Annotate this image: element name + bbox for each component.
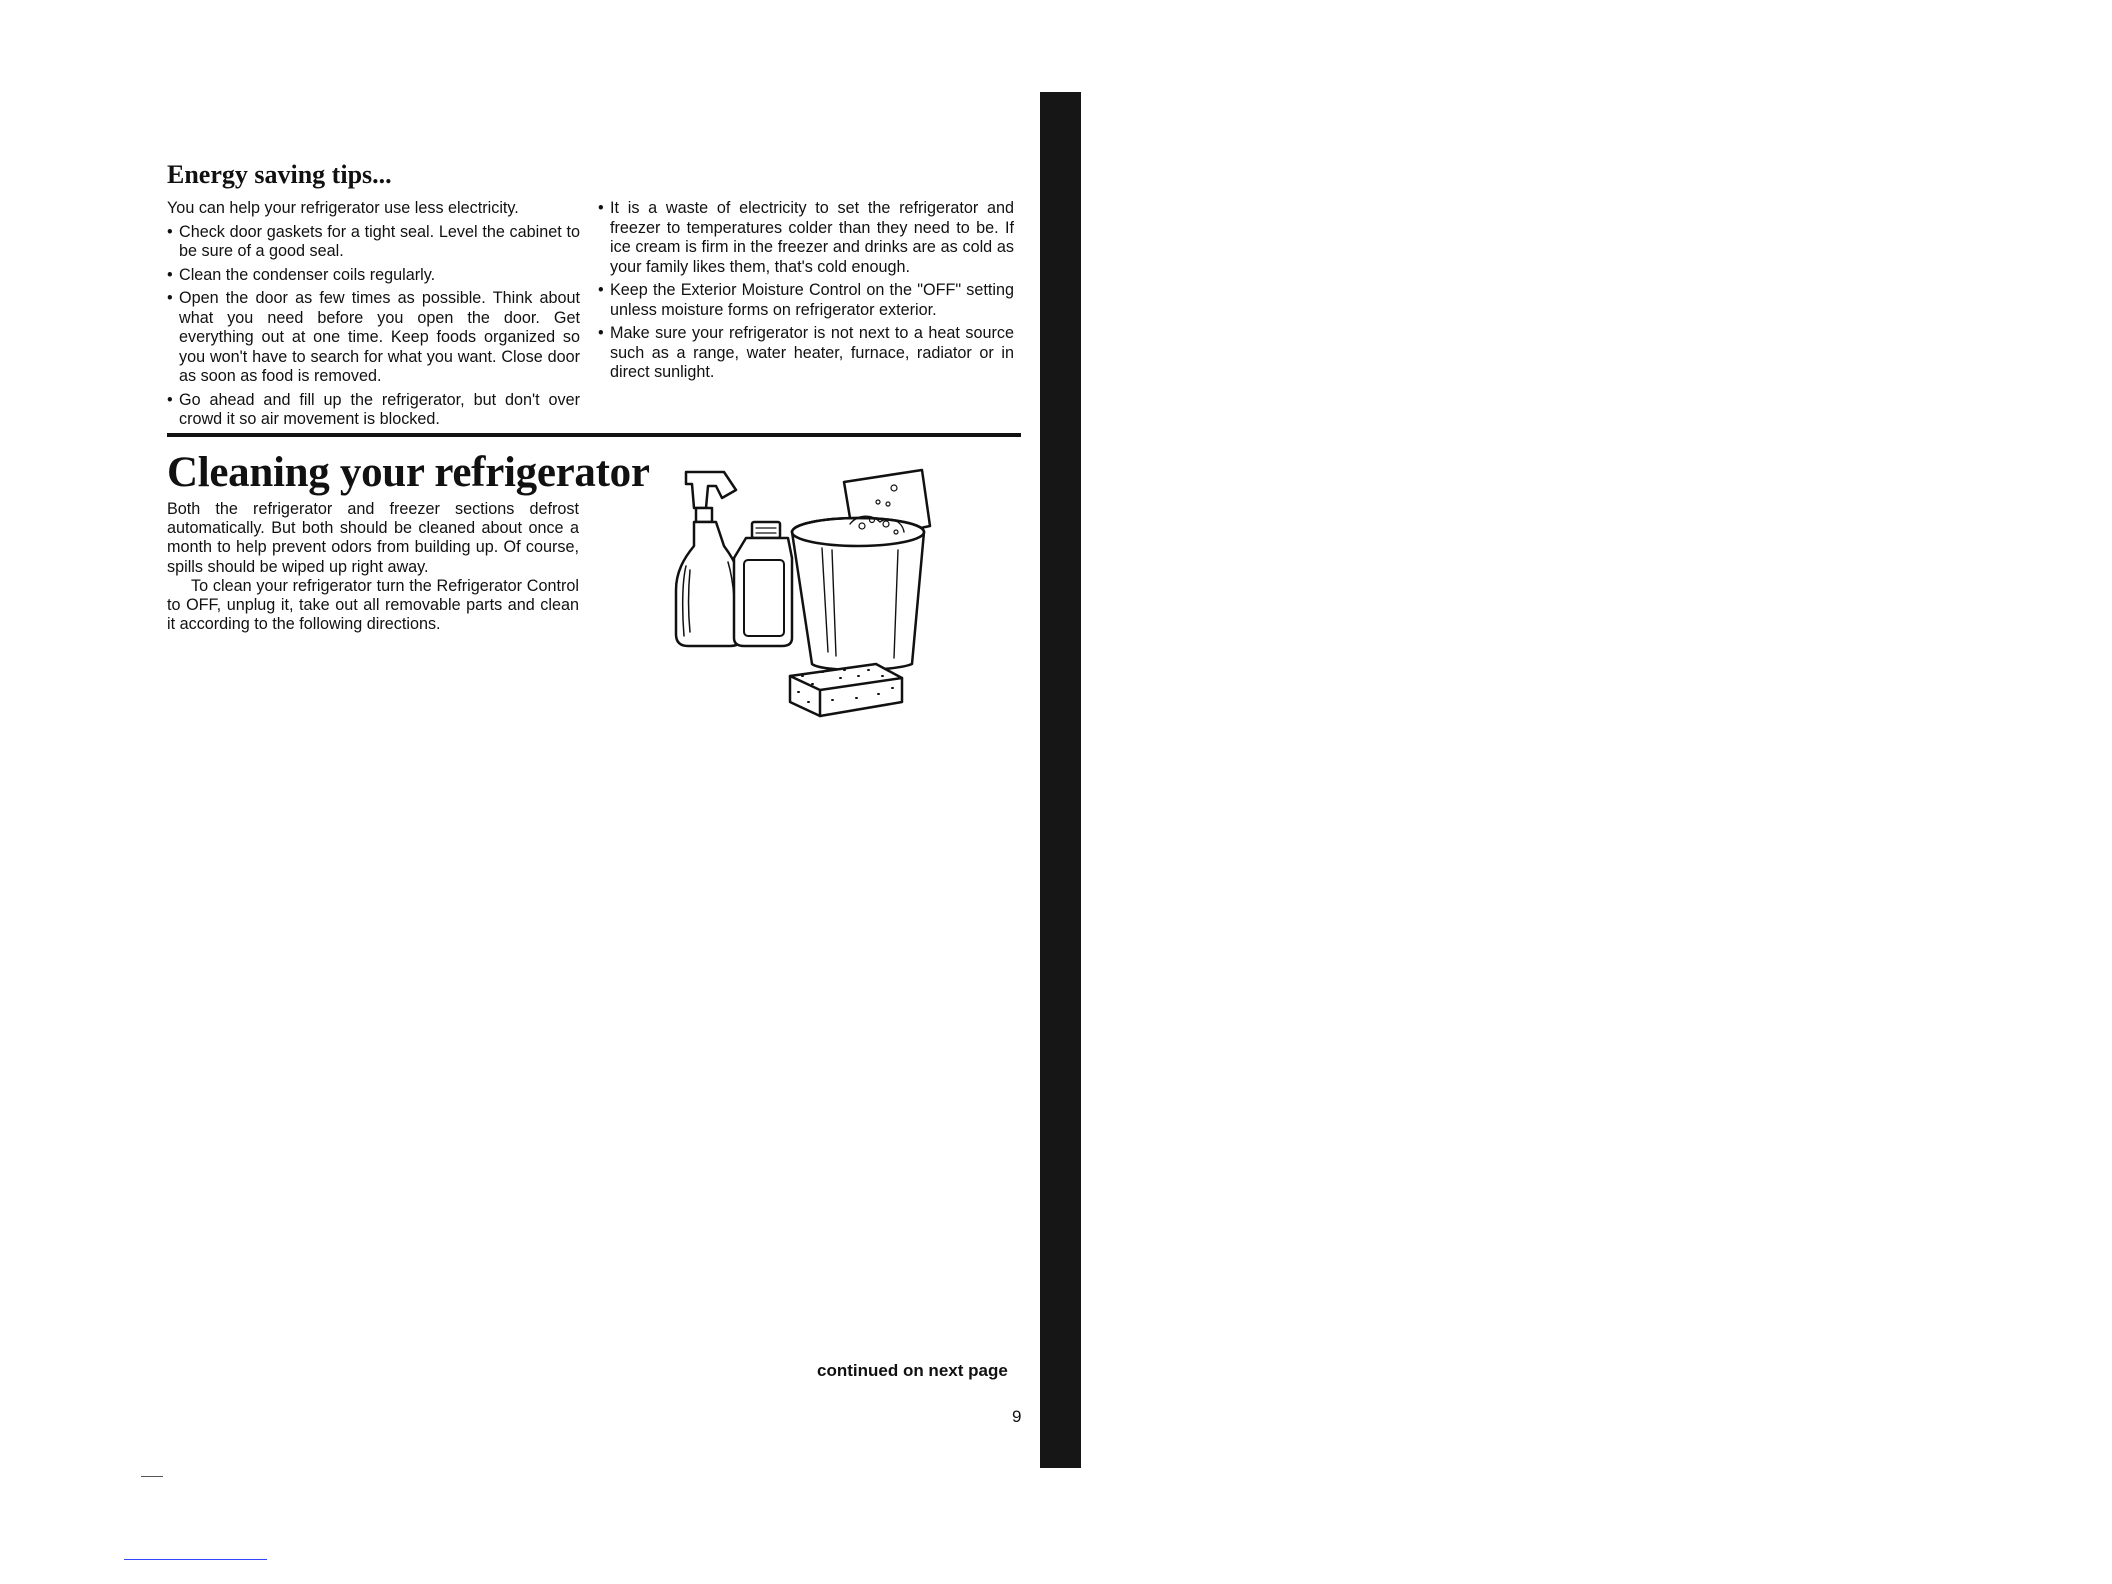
tip-text: It is a waste of electricity to set the refrigerator and freezer to temperatures colder than they need to be. If ice cream is firm in the freezer and drinks are as cold as your family likes them, that's cold enough. <box>610 199 1014 276</box>
bucket-icon <box>792 470 930 670</box>
cleaning-heading: Cleaning your refrigerator <box>167 449 650 496</box>
bullet-glyph: • <box>598 324 604 342</box>
list-item <box>167 266 580 286</box>
page-number: 9 <box>1012 1407 1022 1426</box>
cleaning-body <box>167 500 579 634</box>
sponge-icon <box>790 664 902 716</box>
list-item <box>167 289 580 387</box>
bullet-glyph: • <box>167 222 173 241</box>
energy-tips-left-list <box>167 223 580 430</box>
bullet-glyph: • <box>598 199 604 217</box>
tip-text: Keep the Exterior Moisture Control on the "OFF" setting unless moisture forms on refrigerator exterior. <box>610 281 1014 319</box>
tip-text: Make sure your refrigerator is not next to a heat source such as a range, water heater, furnace, radiator or in direct sunlight. <box>610 324 1014 381</box>
list-item <box>598 324 1014 383</box>
bullet-glyph: • <box>598 281 604 299</box>
cleaning-supplies-illustration <box>672 462 962 724</box>
list-item <box>167 391 580 430</box>
bullet-glyph: • <box>167 265 173 284</box>
side-tab-text: USING YOUR REFRIGERATOR • CLEANING YOUR REFRIGERATOR <box>2089 223 2112 873</box>
energy-tips-left-column <box>167 199 580 430</box>
cleaner-bottle-icon <box>734 522 792 646</box>
list-item <box>598 199 1014 277</box>
list-item <box>598 281 1014 320</box>
bullet-glyph: • <box>167 390 173 409</box>
energy-tips-right-column <box>598 199 1014 383</box>
continued-note: continued on next page <box>817 1361 1008 1380</box>
side-tab <box>1040 92 2112 1468</box>
tip-text: Clean the condenser coils regularly. <box>179 265 436 284</box>
tip-text: Open the door as few times as possible. Think about what you need before you open the door. Get everything out at one time. Keep foods organized so you won't have to search for what you want. Close door as soon as food is removed. <box>179 289 580 385</box>
energy-tips-right-list <box>598 199 1014 383</box>
bullet-glyph: • <box>167 289 173 307</box>
cleaning-paragraph-1: Both the refrigerator and freezer sections defrost automatically. But both should be cleaned about once a month to help prevent odors from building up. Of course, spills should be wiped up right away. <box>167 500 579 576</box>
cleaning-paragraph-2: To clean your refrigerator turn the Refrigerator Control to OFF, unplug it, take out all removable parts and clean it according to the following directions. <box>167 576 579 634</box>
tip-text: Check door gaskets for a tight seal. Level the cabinet to be sure of a good seal. <box>179 222 580 260</box>
list-item <box>167 223 580 262</box>
section-divider <box>167 433 1021 437</box>
margin-mark <box>141 1476 163 1477</box>
energy-tips-heading: Energy saving tips... <box>167 160 392 189</box>
energy-intro: You can help your refrigerator use less electricity. <box>167 199 519 217</box>
tip-text: Go ahead and fill up the refrigerator, but don't over crowd it so air movement is blocked. <box>179 390 580 428</box>
blue-line <box>124 1559 267 1560</box>
